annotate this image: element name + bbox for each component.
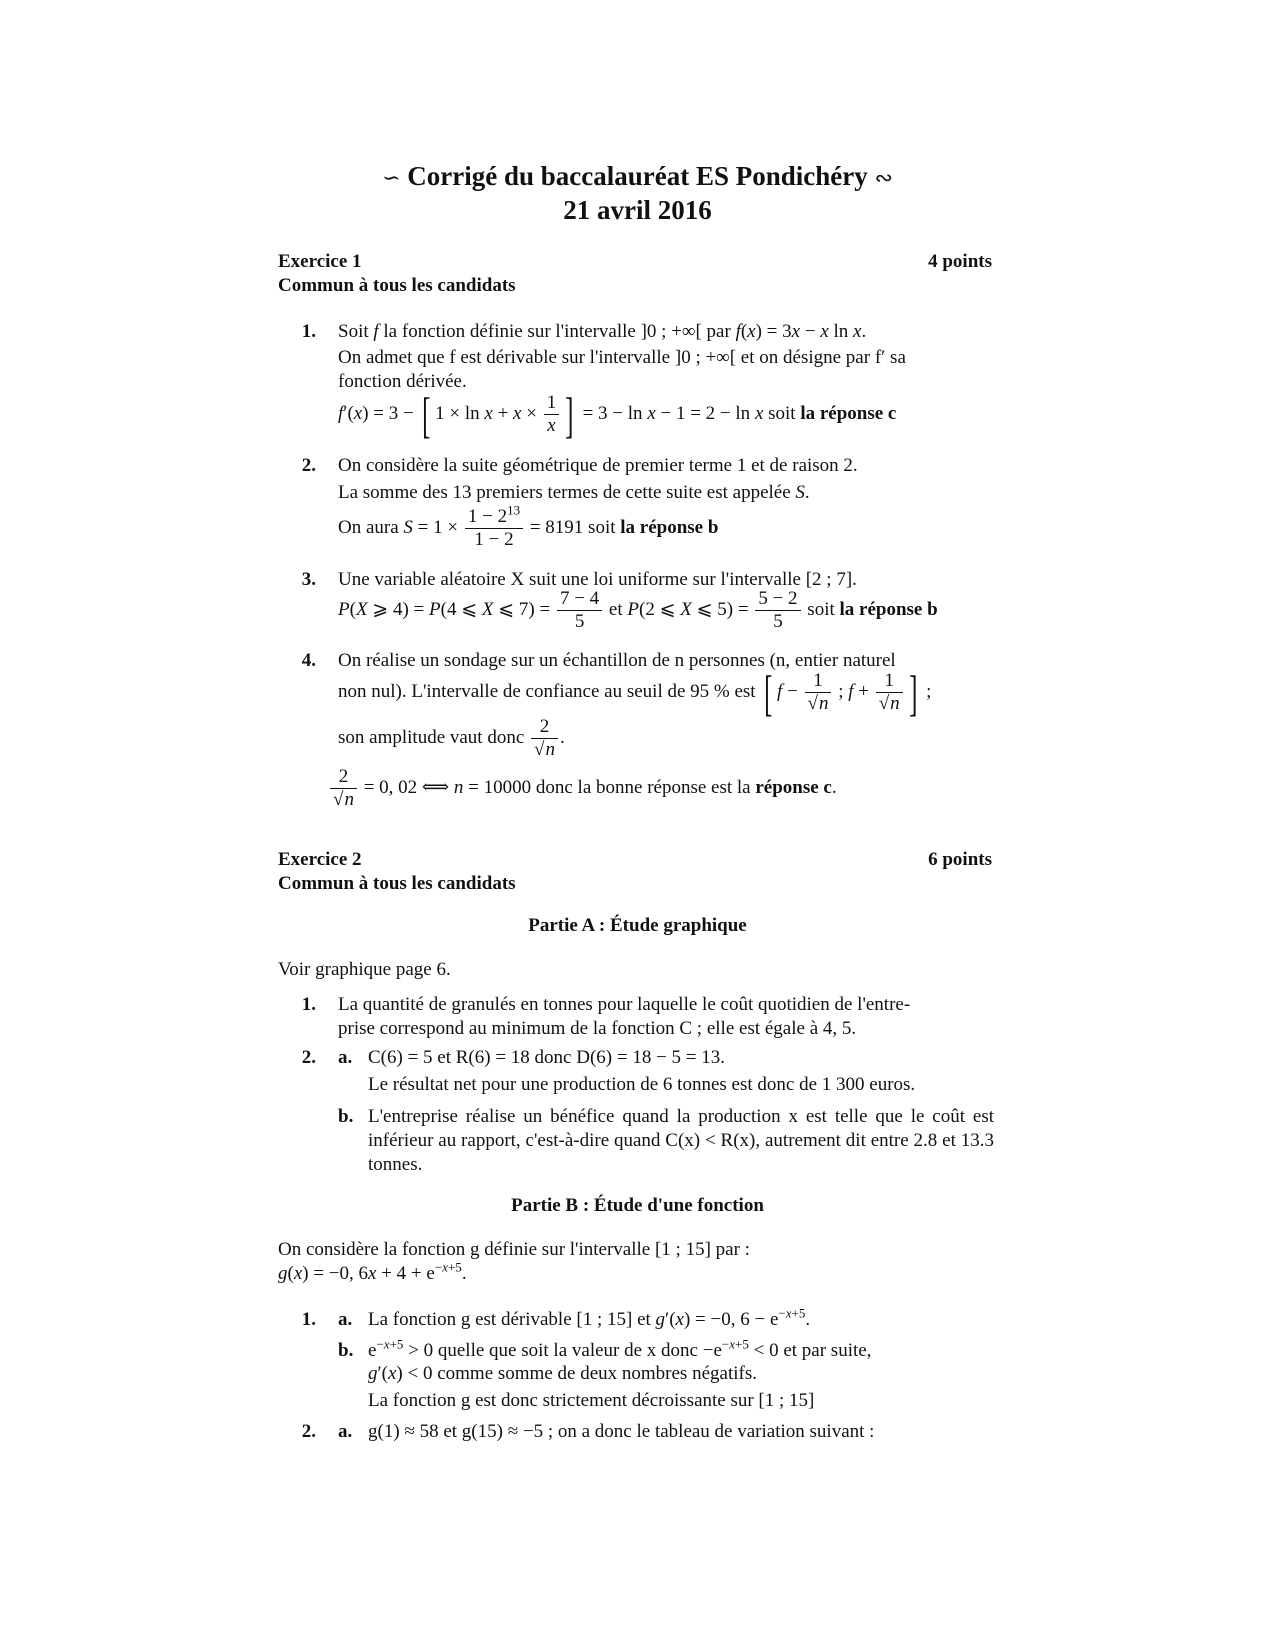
question-number: 4. xyxy=(301,650,316,671)
q2-sum-formula: On aura S = 1 × $\frac{1 - 2^{13}}{1 - 2}$ = 8191 soit la réponse b xyxy=(338,502,719,550)
exercise-title: Exercice 1 xyxy=(278,251,362,272)
a2b-text: L'entreprise réalise un bénéfice quand la production x est telle que le coût est inférieur au rapport, c'est-à-dire quand C(x) < R(x), autrement dit entre 2.8 et 13.3 tonnes. xyxy=(368,1106,994,1175)
subquestion-label: a. xyxy=(338,1421,353,1442)
question-number: 3. xyxy=(301,569,316,590)
page-title xyxy=(0,160,1275,194)
function-g-definition: g(x) = −0, $6x + 4 + e^{-x+5}$. xyxy=(278,1259,467,1284)
question-number: 1. xyxy=(301,994,316,1015)
q4-line2: non nul). L'intervalle de confiance au seuil de 95 % est [ f − $\frac{1}{√n}$ ; f + $\frac{1}{√n}$ ] ; xyxy=(338,664,932,721)
a1-line2: prise correspond au minimum de la fonction C ; elle est égale à 4, 5. xyxy=(338,1018,857,1039)
q2-answer: la réponse b xyxy=(620,516,719,538)
b1b-line3: La fonction g est donc strictement décroissante sur [1 ; 15] xyxy=(368,1390,815,1411)
exercise-title: Exercice 2 xyxy=(278,849,362,870)
question-number: 2. xyxy=(301,1421,316,1442)
question-number: 2. xyxy=(301,455,316,476)
q2-line1: On considère la suite géométrique de premier terme 1 et de raison 2. xyxy=(338,455,858,476)
part-b-intro: On considère la fonction g définie sur l'intervalle [1 ; 15] par : xyxy=(278,1239,750,1260)
q1-answer: la réponse c xyxy=(800,402,897,424)
ornament-left-icon: ∽ xyxy=(382,165,401,190)
exercise-2-audience: Commun à tous les candidats xyxy=(278,873,516,894)
exercise-1-header xyxy=(278,250,992,274)
part-b-heading: Partie B : Étude d'une fonction xyxy=(511,1195,764,1216)
question-number: 2. xyxy=(301,1047,316,1068)
a1-line1: La quantité de granulés en tonnes pour laquelle le coût quotidien de l'entre- xyxy=(338,994,911,1015)
q1-line3: fonction dérivée. xyxy=(338,371,467,392)
exercise-points: 6 points xyxy=(928,849,992,870)
q2-line2: La somme des 13 premiers termes de cette suite est appelée S. xyxy=(338,482,810,503)
q4-conclusion: $\frac{2}{√n}$ = 0, 02 ⟺ n = 10000 donc la bonne réponse est la réponse c. xyxy=(328,766,994,811)
exercise-1-audience: Commun à tous les candidats xyxy=(278,275,516,296)
exercise-2-header xyxy=(278,848,992,872)
page-date: 21 avril 2016 xyxy=(563,195,712,225)
subquestion-label: b. xyxy=(338,1340,354,1361)
b2a-text: g(1) ≈ 58 et g(15) ≈ −5 ; on a donc le tableau de variation suivant : xyxy=(368,1421,875,1442)
question-number: 1. xyxy=(301,321,316,342)
q4-line3: son amplitude vaut donc $\frac{2}{√n}$ . xyxy=(338,716,565,760)
part-a-heading: Partie A : Étude graphique xyxy=(528,915,747,936)
question-number: 1. xyxy=(301,1309,316,1330)
q3-answer: la réponse b xyxy=(839,598,938,620)
subquestion-label: a. xyxy=(338,1047,353,1068)
b1b-line1: $e^{-x+5} > 0$ quelle que soit la valeur de x donc $-e^{-x+5} < 0$ et par suite, xyxy=(368,1336,872,1361)
see-graph-note: Voir graphique page 6. xyxy=(278,959,451,980)
b1a-text: La fonction g est dérivable [1 ; 15] et g′(x) = −0, $6 - e^{-x+5}$. xyxy=(368,1305,811,1330)
ornament-right-icon: ∾ xyxy=(874,165,893,190)
a2a-line1: C(6) = 5 et R(6) = 18 donc D(6) = 18 − 5 = 13. xyxy=(368,1047,726,1068)
q1-line1: Soit f la fonction définie sur l'intervalle ]0 ; +∞[ par f(x) = 3x − x ln x. xyxy=(338,321,867,342)
a2a-line2: Le résultat net pour une production de 6 tonnes est donc de 1 300 euros. xyxy=(368,1074,916,1095)
q1-derivative-formula: f′(x) = 3 − [ 1 × ln x + x × $\frac{1}{x}$ ] = 3 − ln x − 1 = 2 − ln x soit la réponse c xyxy=(338,386,897,443)
q4-line1: On réalise un sondage sur un échantillon de n personnes (n, entier naturel xyxy=(338,650,896,671)
q3-line1: Une variable aléatoire X suit une loi uniforme sur l'intervalle [2 ; 7]. xyxy=(338,569,857,590)
subquestion-label: a. xyxy=(338,1309,353,1330)
title-text: Corrigé du baccalauréat ES Pondichéry xyxy=(407,161,868,191)
q1-line2: On admet que f est dérivable sur l'intervalle ]0 ; +∞[ et on désigne par f′ sa xyxy=(338,347,906,368)
q3-probability-formula: P(X ⩾ 4) = P(4 ⩽ X ⩽ 7) = $\frac{7 - 4}{5}$ et P(2 ⩽ X ⩽ 5) = $\frac{5 - 2}{5}$ soit la réponse b xyxy=(338,588,938,632)
b1b-line2: g′(x) < 0 comme somme de deux nombres négatifs. xyxy=(368,1363,757,1384)
q4-answer: réponse c xyxy=(755,776,832,798)
exercise-points: 4 points xyxy=(928,251,992,272)
subquestion-label: b. xyxy=(338,1106,354,1127)
